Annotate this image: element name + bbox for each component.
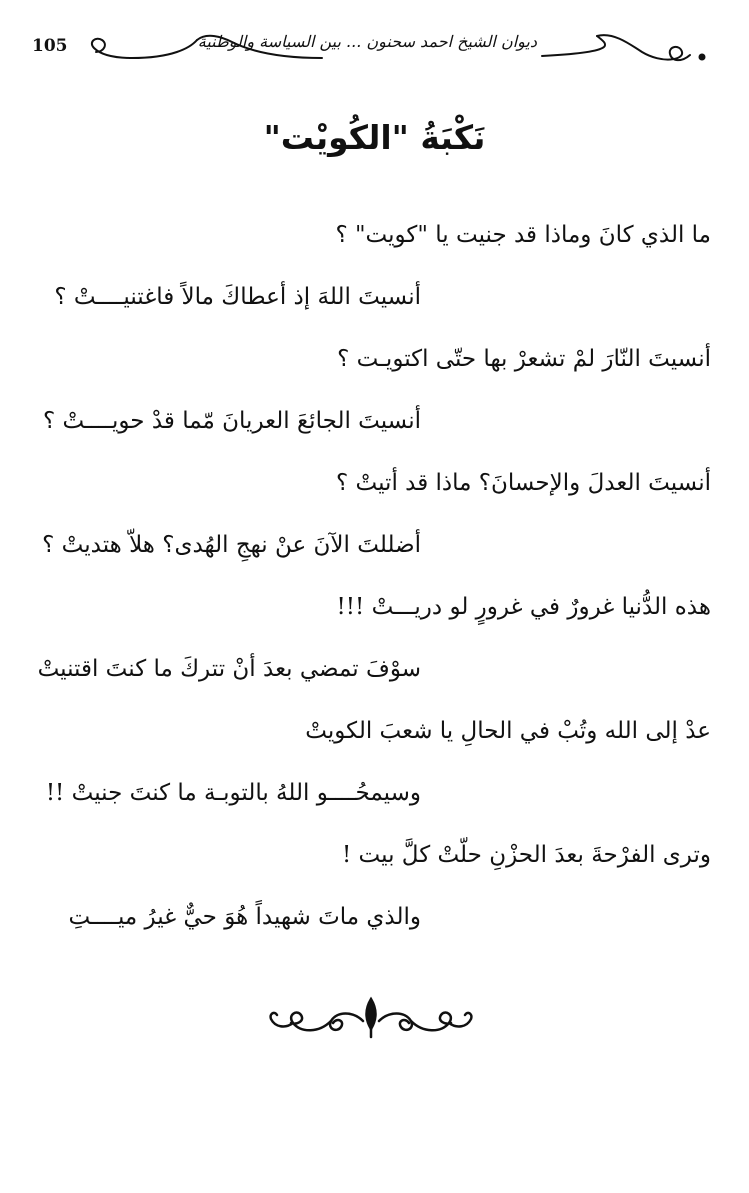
verse-line: أنسيتَ اللهَ إذ أعطاكَ مالاً فاغتنيــــتْ ؟ bbox=[54, 284, 421, 310]
verse-line: أضللتَ الآنَ عنْ نهجِ الهُدى؟ هلاّ هتديتْ ؟ bbox=[42, 532, 421, 558]
verse-line: والذي ماتَ شهيداً هُوَ حيٌّ غيرُ ميــــتِ bbox=[68, 904, 421, 930]
verse-line: أنسيتَ الجائعَ العريانَ مّما قدْ حويــــتْ ؟ bbox=[42, 408, 421, 434]
running-title: ديوان الشيخ احمد سحنون ... بين السياسة والوطنية bbox=[197, 32, 537, 51]
verse-line: سوْفَ تمضي بعدَ أنْ تتركَ ما كنتَ اقتنيتْ bbox=[37, 656, 421, 682]
page-number: 105 bbox=[32, 36, 68, 56]
page-header bbox=[22, 22, 712, 70]
poem-title: نَكْبَةُ "الكُويْت" bbox=[263, 118, 486, 157]
verse-line: أنسيتَ النّارَ لمْ تشعرْ بها حتّى اكتويـت ؟ bbox=[337, 346, 711, 372]
verse-line: عدْ إلى الله وتُبْ في الحالِ يا شعبَ الكويتْ bbox=[305, 718, 711, 744]
verse-line: ما الذي كانَ وماذا قد جنيت يا "كويت" ؟ bbox=[335, 222, 711, 248]
verse-line: وترى الفرْحةَ بعدَ الحزْنِ حلّتْ كلَّ بيت ! bbox=[342, 842, 711, 868]
verse-line: هذه الدُّنيا غرورٌ في غرورٍ لو دريـــتْ !!! bbox=[336, 594, 711, 620]
verse-line: أنسيتَ العدلَ والإحسانَ؟ ماذا قد أتيتْ ؟ bbox=[336, 470, 711, 496]
verse-line: وسيمحُــــو اللهُ بالتوبـة ما كنتَ جنيتْ !! bbox=[45, 780, 421, 806]
closing-ornament bbox=[265, 995, 477, 1043]
